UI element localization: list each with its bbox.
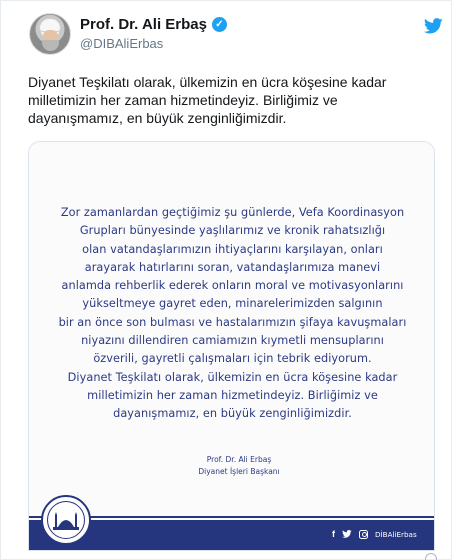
signature-block [179,454,299,478]
signature-title: Diyanet İşleri Başkanı [198,467,280,476]
avatar-beard [42,40,59,51]
quote-line: Zor zamanlardan geçtiğimiz şu günlerde, Vefa Koordinasyon [60,206,405,219]
quote-line: bir an önce son bulması ve hastalarımızın şifaya kavuşmaları [58,315,407,329]
mosque-icon [43,497,89,543]
quote-line: olan vatandaşlarımızın ihtiyaçlarını karşılayan, onları [82,242,383,256]
twitter-icon [342,530,352,538]
author-name[interactable]: Prof. Dr. Ali Erbaş [80,16,207,33]
diyanet-emblem-icon [41,495,91,545]
quote-text [29,204,435,424]
quote-line: yükseltmeye gayret eden, minarelerimizden salgının [82,297,383,311]
signature-name: Prof. Dr. Ali Erbaş [206,455,272,464]
quote-line: Grupları bünyesinde yaşlılarımız ve kronik rahatsızlığı [79,224,386,238]
quote-line: arayarak hatırlarını soran, vatandaşlarımıza manevi [84,260,381,274]
quote-line: özverili, gayretli çalışmaları için tebrik ediyorum. [93,352,372,366]
social-links [332,529,417,539]
twitter-bird-icon[interactable] [424,18,443,34]
quote-line: anlamda rehberlik ederek onların moral ve motivasyonlarını [61,279,404,293]
author-name-row [80,16,227,33]
verified-badge-icon: ✓ [212,17,227,32]
tweet-image[interactable] [28,141,435,551]
facebook-icon: f [332,529,335,539]
quote-line: dayanışmamız, en büyük zenginliğimizdir. [113,407,352,421]
tweet-text: Diyanet Teşkilatı olarak, ülkemizin en ücra köşesine kadar milletimizin her zaman hizmetindeyiz. Birliğimiz ve dayanışmamız, en büyük zenginliğimizdir. [28,74,387,126]
instagram-icon [359,530,368,539]
info-icon[interactable] [425,553,437,560]
quote-line: milletimizin her zaman hizmetindeyiz. Birliğimiz ve [87,388,378,402]
author-handle[interactable]: @DIBAliErbas [80,36,164,51]
avatar[interactable] [29,13,71,55]
quote-line: Diyanet Teşkilatı olarak, ülkemizin en ücra köşesine kadar [67,370,398,384]
image-background [29,142,435,551]
social-handle: DİBAliErbas [375,529,417,539]
quote-line: niyazını dillendiren camiamızın kıymetli mensuplarını [81,334,384,348]
